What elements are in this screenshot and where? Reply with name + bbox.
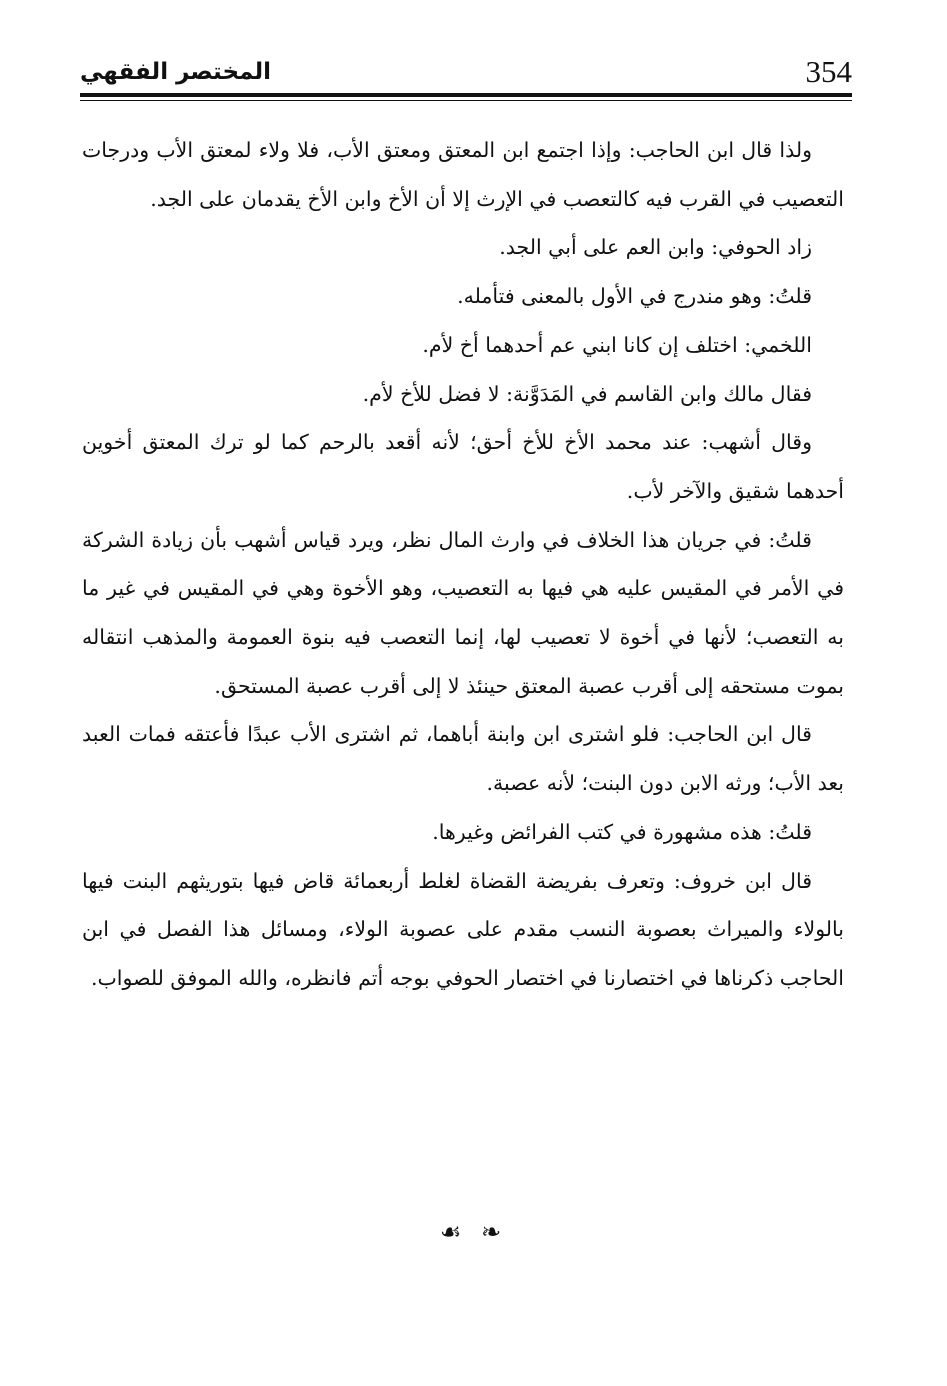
header-rule-thick [80,93,852,97]
paragraph: قال ابن الحاجب: فلو اشترى ابن وابنة أباهما، ثم اشترى الأب عبدًا فأعتقه فمات العبد بعد الأب؛ ورثه الابن دون البنت؛ لأنه عصبة. [82,722,844,796]
paragraph: اللخمي: اختلف إن كانا ابني عم أحدهما أخ لأم. [422,332,812,357]
end-ornament-icon: ☙ ❧ [439,1218,508,1246]
paragraph: قلتُ: في جريان هذا الخلاف في وارث المال نظر، ويرد قياس أشهب بأن زيادة الشركة في الأمر في المقيس عليه هي فيها به التعصيب، وهو الأخوة وهي في المقيس في غير ما به التعصب؛ لأنها في أخوة لا تعصيب لها، إنما التعصب فيه بنوة العمومة والمذهب انتقاله بموت مستحقه إلى أقرب عصبة المعتق حينئذ لا إلى أقرب عصبة المستحق. [82,527,844,698]
paragraph: ولذا قال ابن الحاجب: وإذا اجتمع ابن المعتق ومعتق الأب، فلا ولاء لمعتق الأب ودرجات التعصيب في القرب فيه كالتعصب في الإرث إلا أن الأخ وابن الأخ يقدمان على الجد. [82,138,844,211]
paragraph: فقال مالك وابن القاسم في المَدَوَّنة: لا فضل للأخ لأم. [362,381,812,406]
header-rule-thin [80,100,852,101]
paragraph: قلتُ: وهو مندرج في الأول بالمعنى فتأمله. [457,284,812,309]
paragraph: قلتُ: هذه مشهورة في كتب الفرائض وغيرها. [432,819,812,844]
paragraph: وقال أشهب: عند محمد الأخ للأخ أحق؛ لأنه أقعد بالرحم كما لو ترك المعتق أخوين أحدهما شقيق والآخر لأب. [82,430,844,503]
book-title: المختصر الفقهي [80,59,271,85]
page-header [80,52,852,92]
body-text [82,126,844,1003]
paragraph: زاد الحوفي: وابن العم على أبي الجد. [499,235,812,260]
paragraph: قال ابن خروف: وتعرف بفريضة القضاة لغلط أربعمائة قاض فيها بتوريثهم البنت فيها بالولاء والميراث بعصوبة النسب مقدم على عصوبة الولاء، ومسائل هذا الفصل في ابن الحاجب ذكرناها في اختصارنا في اختصار الحوفي بوجه أتم فانظره، والله الموفق للصواب. [82,868,844,990]
page-number: 354 [805,54,852,89]
